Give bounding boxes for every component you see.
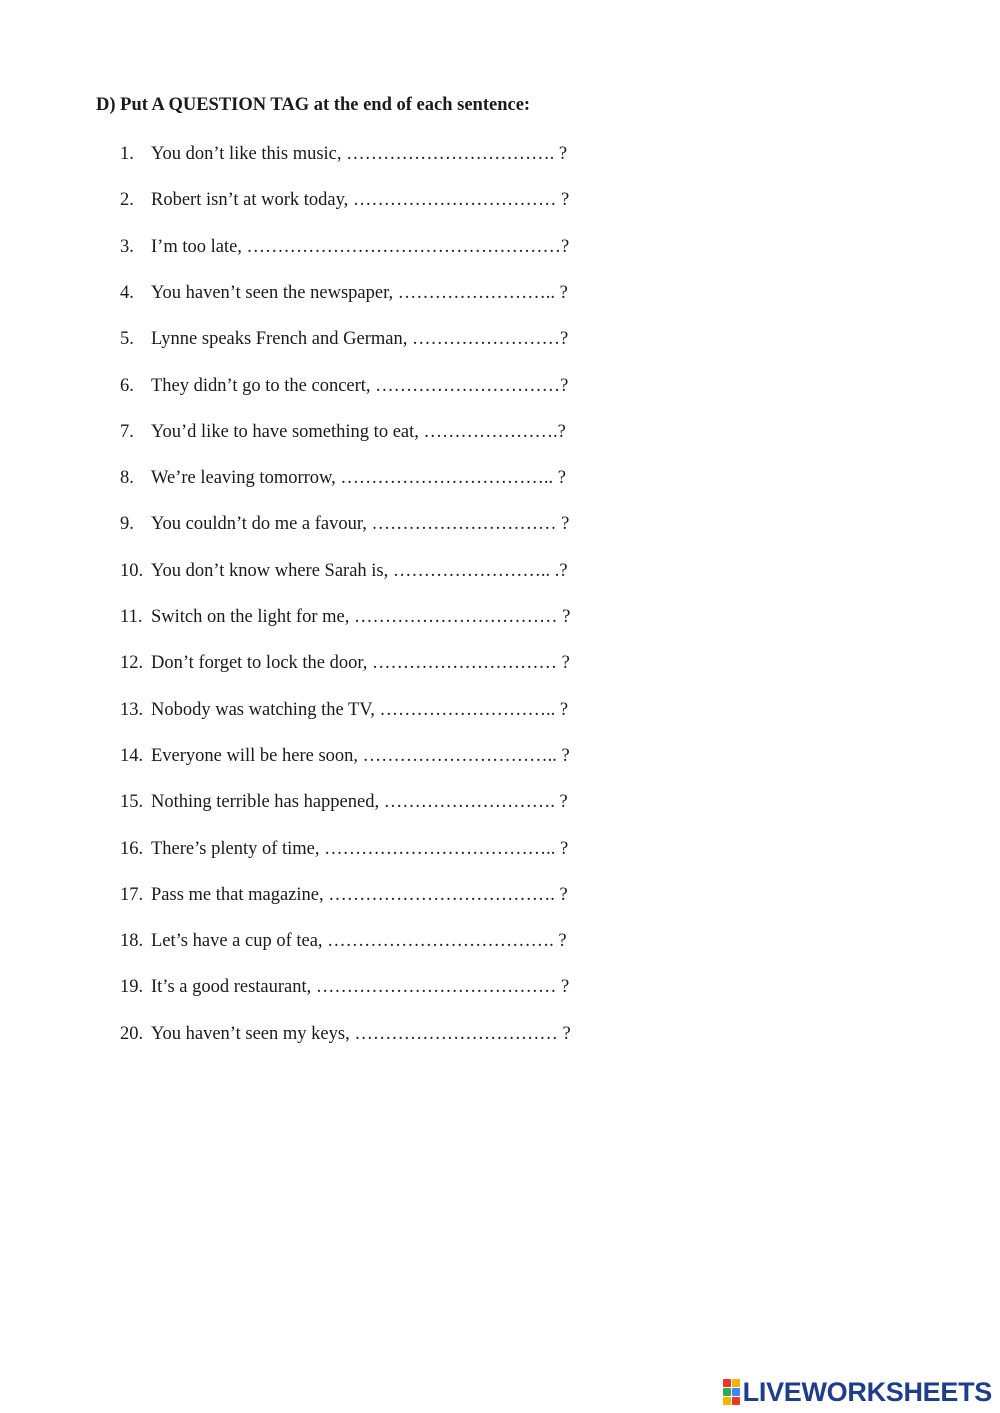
question-text: Let’s have a cup of tea, ………………………………. ?	[151, 931, 567, 952]
question-text: You’d like to have something to eat, ………………….?	[151, 421, 566, 442]
question-number: 14.	[120, 745, 144, 766]
logo-tile	[732, 1379, 740, 1387]
question-text: I’m too late, ……………………………………………?	[151, 236, 570, 257]
question-text: Nobody was watching the TV, ……………………….. ?	[151, 699, 569, 720]
question-number: 1.	[120, 144, 134, 164]
question-number: 17.	[120, 884, 144, 905]
question-number: 2.	[120, 190, 134, 211]
question-number: 19.	[120, 977, 144, 998]
question-text: Switch on the light for me, …………………………… ?	[151, 607, 571, 627]
question-text: It’s a good restaurant, ………………………………… ?	[151, 977, 570, 998]
question-text: Pass me that magazine, ………………………………. ?	[151, 884, 568, 905]
logo-icon	[723, 1379, 740, 1405]
question-text: They didn’t go to the concert, …………………………?	[151, 375, 569, 396]
question-text: You couldn’t do me a favour, ………………………… ?	[151, 514, 570, 535]
question-number: 11.	[120, 607, 143, 627]
question-number: 4.	[120, 282, 134, 303]
question-text: You don’t know where Sarah is, …………………….. .?	[151, 560, 568, 581]
question-text: You haven’t seen the newspaper, …………………….. ?	[151, 282, 568, 303]
question-text: There’s plenty of time, ……………………………….. ?	[151, 838, 569, 859]
question-text: Lynne speaks French and German, ……………………?	[151, 329, 569, 350]
question-number: 16.	[120, 838, 144, 859]
logo-text: LIVEWORKSHEETS	[742, 1376, 992, 1407]
question-number: 6.	[120, 375, 134, 396]
liveworksheets-logo[interactable]	[723, 1377, 992, 1407]
question-number: 18.	[120, 931, 144, 952]
logo-tile	[732, 1397, 740, 1405]
logo-tile	[723, 1397, 731, 1405]
question-text: Nothing terrible has happened, ………………………. ?	[151, 792, 568, 813]
question-text: You don’t like this music, ……………………………. ?	[151, 144, 568, 164]
question-number: 15.	[120, 792, 144, 813]
logo-tile	[723, 1388, 731, 1396]
question-text: You haven’t seen my keys, …………………………… ?	[151, 1023, 571, 1044]
logo-tile	[723, 1379, 731, 1387]
logo-tile	[732, 1388, 740, 1396]
question-text: Everyone will be here soon, ………………………….. ?	[151, 745, 570, 766]
question-number: 5.	[120, 329, 134, 350]
question-text: Don’t forget to lock the door, ………………………… ?	[151, 653, 570, 674]
question-number: 13.	[120, 699, 144, 720]
question-number: 9.	[120, 514, 134, 535]
question-number: 8.	[120, 468, 134, 489]
question-number: 10.	[120, 560, 144, 581]
question-number: 3.	[120, 236, 134, 257]
question-number: 12.	[120, 653, 144, 674]
question-text: We’re leaving tomorrow, …………………………….. ?	[151, 468, 567, 489]
question-number: 20.	[120, 1023, 144, 1044]
question-number: 7.	[120, 421, 134, 442]
exercise-heading: D) Put A QUESTION TAG at the end of each sentence:	[96, 95, 531, 115]
question-text: Robert isn’t at work today, …………………………… ?	[151, 190, 570, 211]
